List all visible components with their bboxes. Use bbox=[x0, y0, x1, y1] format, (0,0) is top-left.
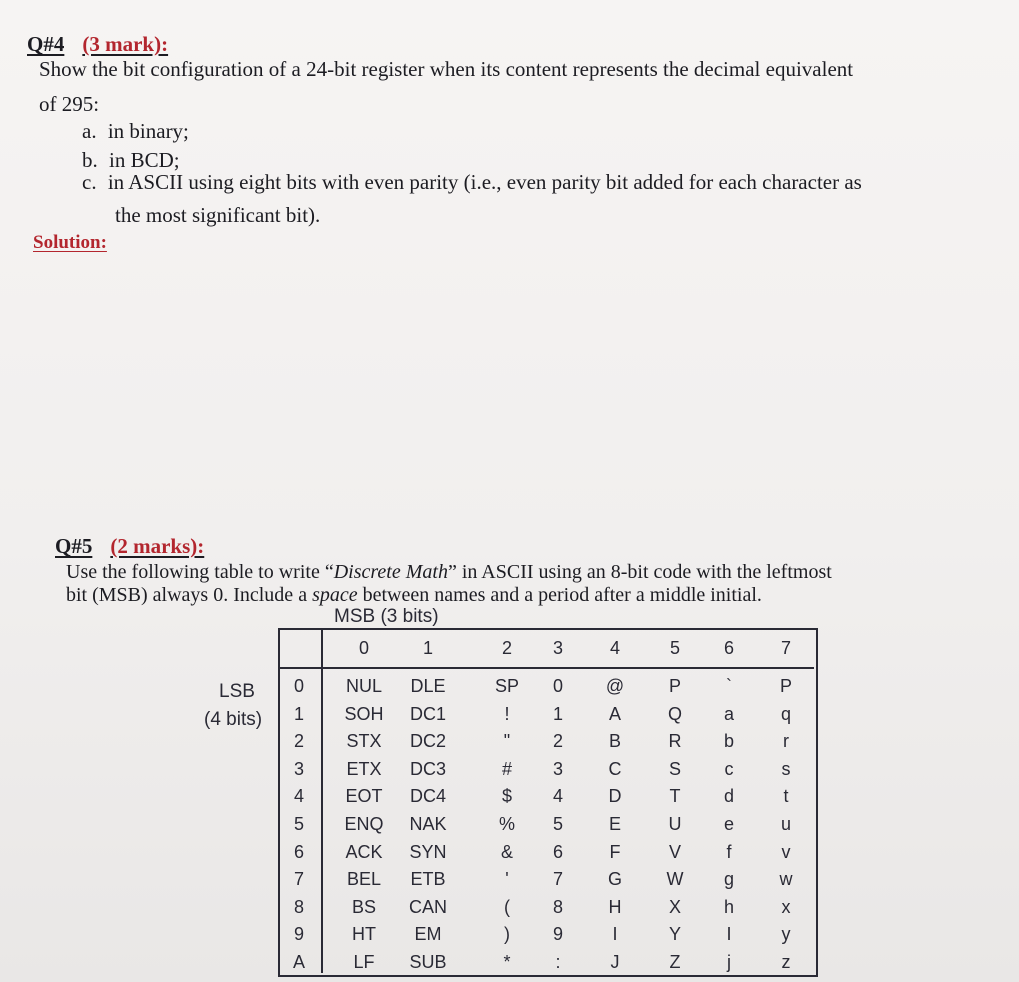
ascii-cell: # bbox=[501, 758, 512, 779]
q5-heading bbox=[55, 534, 204, 559]
msb-column-header: 6 bbox=[723, 638, 734, 658]
ascii-cell: b bbox=[723, 731, 734, 752]
lsb-bits-caption: (4 bits) bbox=[204, 709, 263, 730]
ascii-cell: STX bbox=[346, 731, 382, 752]
ascii-cell: t bbox=[783, 786, 789, 807]
ascii-cell: BS bbox=[351, 896, 376, 917]
ascii-cell: q bbox=[780, 703, 791, 724]
ascii-cell: SYN bbox=[409, 841, 447, 862]
ascii-cell: P bbox=[779, 676, 792, 696]
q4-number: Q#4 bbox=[27, 32, 65, 56]
ascii-cell: ETB bbox=[410, 869, 446, 890]
ascii-cell: 5 bbox=[552, 814, 563, 834]
q4-item-a bbox=[82, 117, 189, 145]
ascii-cell: DC2 bbox=[409, 731, 446, 752]
lsb-row-header: 2 bbox=[293, 731, 304, 752]
q4-item-c-cont: the most significant bit). bbox=[115, 203, 321, 227]
ascii-cell: X bbox=[668, 896, 681, 917]
q4-text-line2: of 295: bbox=[39, 92, 100, 116]
ascii-cell: u bbox=[780, 814, 791, 834]
ascii-cell: c bbox=[724, 758, 734, 779]
ascii-cell: y bbox=[781, 924, 791, 945]
ascii-cell: DC4 bbox=[409, 786, 446, 807]
q5-line1-emph: Discrete Math bbox=[333, 561, 448, 583]
ascii-cell: ( bbox=[504, 896, 510, 917]
ascii-cell: 6 bbox=[552, 841, 563, 862]
ascii-cell: 0 bbox=[552, 676, 563, 696]
ascii-cell: 2 bbox=[552, 731, 563, 752]
ascii-cell: W bbox=[666, 869, 684, 890]
item-label: a. bbox=[82, 119, 97, 143]
q5-line1-part-a: Use the following table to write “ bbox=[66, 561, 334, 583]
msb-column-header: 5 bbox=[669, 638, 680, 658]
ascii-cell: $ bbox=[501, 786, 512, 807]
lsb-row-header: 9 bbox=[293, 924, 304, 945]
item-text: in BCD; bbox=[109, 148, 180, 172]
ascii-cell: EM bbox=[414, 924, 442, 945]
ascii-cell: 9 bbox=[552, 924, 563, 945]
ascii-cell: I bbox=[612, 924, 618, 945]
lsb-row-header: 5 bbox=[293, 814, 304, 834]
ascii-cell: ) bbox=[504, 924, 510, 945]
q5-marks: (2 marks): bbox=[110, 534, 205, 558]
item-text: in ASCII using eight bits with even parity (i.e., even parity bit added for each character as bbox=[107, 170, 862, 194]
ascii-cell: v bbox=[781, 841, 791, 862]
ascii-cell: DC1 bbox=[409, 703, 446, 724]
lsb-row-header: 4 bbox=[293, 786, 304, 807]
ascii-cell: r bbox=[783, 731, 789, 752]
ascii-cell: D bbox=[608, 786, 622, 807]
ascii-cell: BEL bbox=[346, 869, 382, 890]
solution-label: Solution: bbox=[33, 232, 107, 253]
ascii-cell: 3 bbox=[552, 758, 563, 779]
ascii-cell: I bbox=[726, 924, 732, 945]
ascii-cell: Q bbox=[667, 703, 682, 724]
ascii-cell: 8 bbox=[552, 896, 563, 917]
ascii-table bbox=[278, 628, 816, 978]
lsb-column-divider bbox=[321, 628, 323, 973]
ascii-cell: CAN bbox=[408, 896, 447, 917]
ascii-cell: x bbox=[781, 896, 791, 917]
ascii-cell: s bbox=[781, 758, 791, 779]
ascii-cell: 7 bbox=[552, 869, 563, 890]
ascii-cell: Y bbox=[668, 924, 681, 945]
msb-column-header: 4 bbox=[609, 638, 620, 658]
q4-item-c bbox=[82, 168, 862, 196]
ascii-cell: : bbox=[555, 952, 561, 972]
ascii-cell: w bbox=[779, 869, 793, 890]
msb-column-header: 7 bbox=[780, 638, 791, 658]
ascii-cell: SUB bbox=[409, 952, 447, 972]
ascii-cell: ETX bbox=[346, 758, 382, 779]
ascii-cell: ' bbox=[505, 869, 509, 890]
lsb-caption: LSB bbox=[219, 681, 255, 702]
ascii-cell: e bbox=[723, 814, 734, 834]
q5-line2-part-a: bit (MSB) always 0. Include a bbox=[66, 584, 313, 606]
ascii-cell: " bbox=[503, 731, 511, 752]
lsb-row-header: 7 bbox=[293, 869, 304, 890]
ascii-cell: a bbox=[723, 703, 734, 724]
ascii-cell: DLE bbox=[410, 676, 446, 696]
msb-column-header: 2 bbox=[501, 638, 512, 658]
ascii-cell: F bbox=[609, 841, 621, 862]
ascii-cell: DC3 bbox=[409, 758, 446, 779]
ascii-cell: U bbox=[668, 814, 682, 834]
lsb-row-header: 8 bbox=[293, 896, 304, 917]
ascii-cell: ENQ bbox=[344, 814, 384, 834]
ascii-cell: T bbox=[669, 786, 681, 807]
ascii-cell: SP bbox=[494, 676, 519, 696]
ascii-cell: g bbox=[723, 869, 734, 890]
q5-line2-part-b: between names and a period after a middle initial. bbox=[357, 584, 762, 606]
lsb-row-header: 6 bbox=[293, 841, 304, 862]
ascii-cell: & bbox=[500, 841, 513, 862]
ascii-cell: B bbox=[608, 731, 621, 752]
ascii-cell: HT bbox=[352, 924, 376, 945]
msb-column-header: 1 bbox=[422, 638, 433, 658]
ascii-cell: 4 bbox=[552, 786, 563, 807]
lsb-row-header: 0 bbox=[293, 676, 304, 696]
ascii-cell: R bbox=[668, 731, 682, 752]
ascii-cell: @ bbox=[605, 676, 625, 696]
ascii-cell: S bbox=[668, 758, 681, 779]
ascii-cell: Z bbox=[669, 952, 681, 972]
lsb-row-header: A bbox=[292, 952, 305, 972]
ascii-cell: 1 bbox=[552, 703, 563, 724]
ascii-cell: ` bbox=[726, 676, 732, 696]
item-label: b. bbox=[82, 148, 98, 172]
ascii-cell: H bbox=[608, 896, 622, 917]
ascii-cell: ! bbox=[504, 703, 510, 724]
msb-column-header: 0 bbox=[358, 638, 369, 658]
ascii-cell: SOH bbox=[344, 703, 384, 724]
ascii-cell: G bbox=[607, 869, 622, 890]
q5-line1-part-b: ” in ASCII using an 8-bit code with the leftmost bbox=[447, 561, 832, 583]
header-divider bbox=[278, 667, 814, 669]
ascii-cell: NUL bbox=[345, 676, 382, 696]
q5-line2-emph: space bbox=[312, 584, 358, 606]
ascii-cell: * bbox=[503, 952, 511, 972]
ascii-cell: j bbox=[727, 952, 731, 972]
ascii-cell: J bbox=[610, 952, 620, 972]
q4-heading bbox=[27, 32, 168, 57]
ascii-cell: EOT bbox=[345, 786, 383, 807]
lsb-row-header: 1 bbox=[293, 703, 304, 724]
item-text: in binary; bbox=[107, 119, 189, 143]
ascii-cell: E bbox=[608, 814, 621, 834]
msb-caption: MSB (3 bits) bbox=[334, 606, 439, 627]
ascii-cell: % bbox=[498, 814, 515, 834]
item-label: c. bbox=[82, 170, 97, 194]
lsb-row-header: 3 bbox=[293, 758, 304, 779]
ascii-cell: LF bbox=[353, 952, 375, 972]
ascii-cell: h bbox=[723, 896, 734, 917]
ascii-cell: z bbox=[781, 952, 791, 972]
q4-text-line1: Show the bit configuration of a 24-bit register when its content represents the decimal equivalent bbox=[39, 57, 854, 81]
ascii-cell: f bbox=[726, 841, 732, 862]
q5-number: Q#5 bbox=[55, 534, 93, 558]
ascii-cell: d bbox=[723, 786, 734, 807]
ascii-cell: A bbox=[608, 703, 621, 724]
q4-marks: (3 mark): bbox=[82, 32, 169, 56]
ascii-cell: ACK bbox=[345, 841, 383, 862]
msb-column-header: 3 bbox=[552, 638, 563, 658]
ascii-cell: C bbox=[608, 758, 622, 779]
ascii-cell: NAK bbox=[409, 814, 447, 834]
q5-text-line2 bbox=[66, 581, 762, 609]
ascii-cell: P bbox=[668, 676, 681, 696]
ascii-cell: V bbox=[668, 841, 681, 862]
